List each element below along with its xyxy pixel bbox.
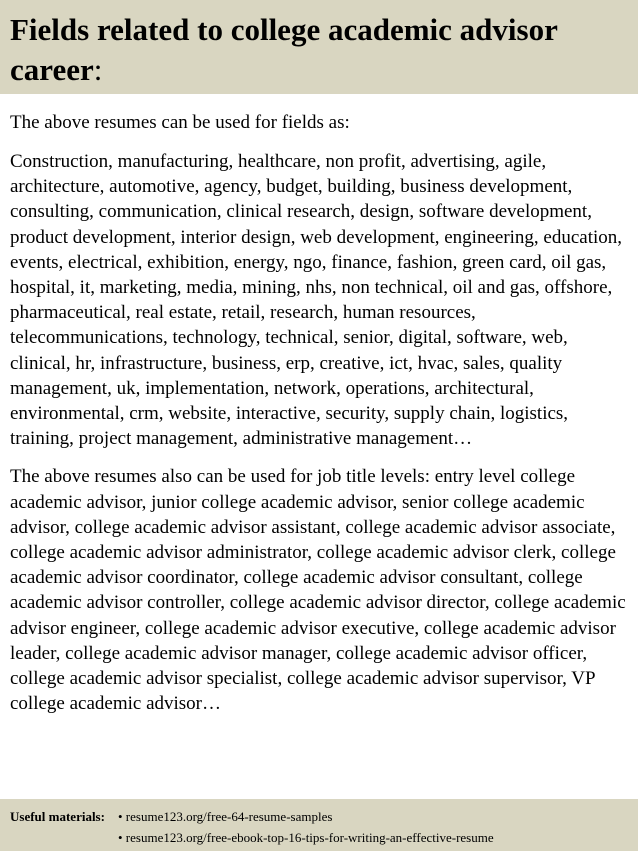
resource-link-ebook-tips[interactable]: • resume123.org/free-ebook-top-16-tips-for-writing-an-effective-resume: [118, 830, 494, 845]
footer-row-2: [10, 827, 628, 848]
useful-materials-label-colon: :: [100, 809, 105, 824]
job-title-levels: The above resumes also can be used for job title levels: entry level college academic advisor, junior college academic advisor, senior college academic advisor, college academic advisor assistant, college academic advisor associate, college academic advisor administrator, college academic advisor clerk, college academic advisor coordinator, college academic advisor consultant, college academic advisor controller, college academic advisor director, college academic advisor engineer, college academic advisor executive, college academic advisor leader, college academic advisor manager, college academic advisor officer, college academic advisor specialist, college academic advisor supervisor, VP college academic advisor…: [10, 466, 626, 715]
page-title-text: Fields related to college academic advisor career: [10, 12, 558, 87]
fields-intro: The above resumes can be used for fields as:: [10, 112, 350, 133]
footer-row-1: [10, 806, 628, 827]
resource-link-resume-samples[interactable]: • resume123.org/free-64-resume-samples: [118, 809, 333, 824]
header-band: [0, 0, 638, 94]
useful-materials-label-text: Useful materials: [10, 809, 101, 824]
page-title-colon: :: [93, 52, 103, 87]
useful-materials-label: [10, 806, 118, 827]
footer-band: [0, 799, 638, 851]
page-title: [10, 10, 628, 90]
main-content: [10, 110, 632, 716]
fields-list: Construction, manufacturing, healthcare, non profit, advertising, agile, architecture, automotive, agency, budget, building, business development, consulting, communication, clinical research, design, software development, product development, interior design, web development, engineering, education, events, electrical, exhibition, energy, ngo, finance, fashion, green card, oil gas, hospital, it, marketing, media, mining, nhs, non technical, oil and gas, offshore, pharmaceutical, real estate, retail, research, human resources, telecommunications, technology, technical, senior, digital, software, web, clinical, hr, infrastructure, business, erp, creative, ict, hvac, sales, quality management, uk, implementation, network, operations, architectural, environmental, crm, website, interactive, security, supply chain, logistics, training, project management, administrative management…: [10, 151, 623, 450]
